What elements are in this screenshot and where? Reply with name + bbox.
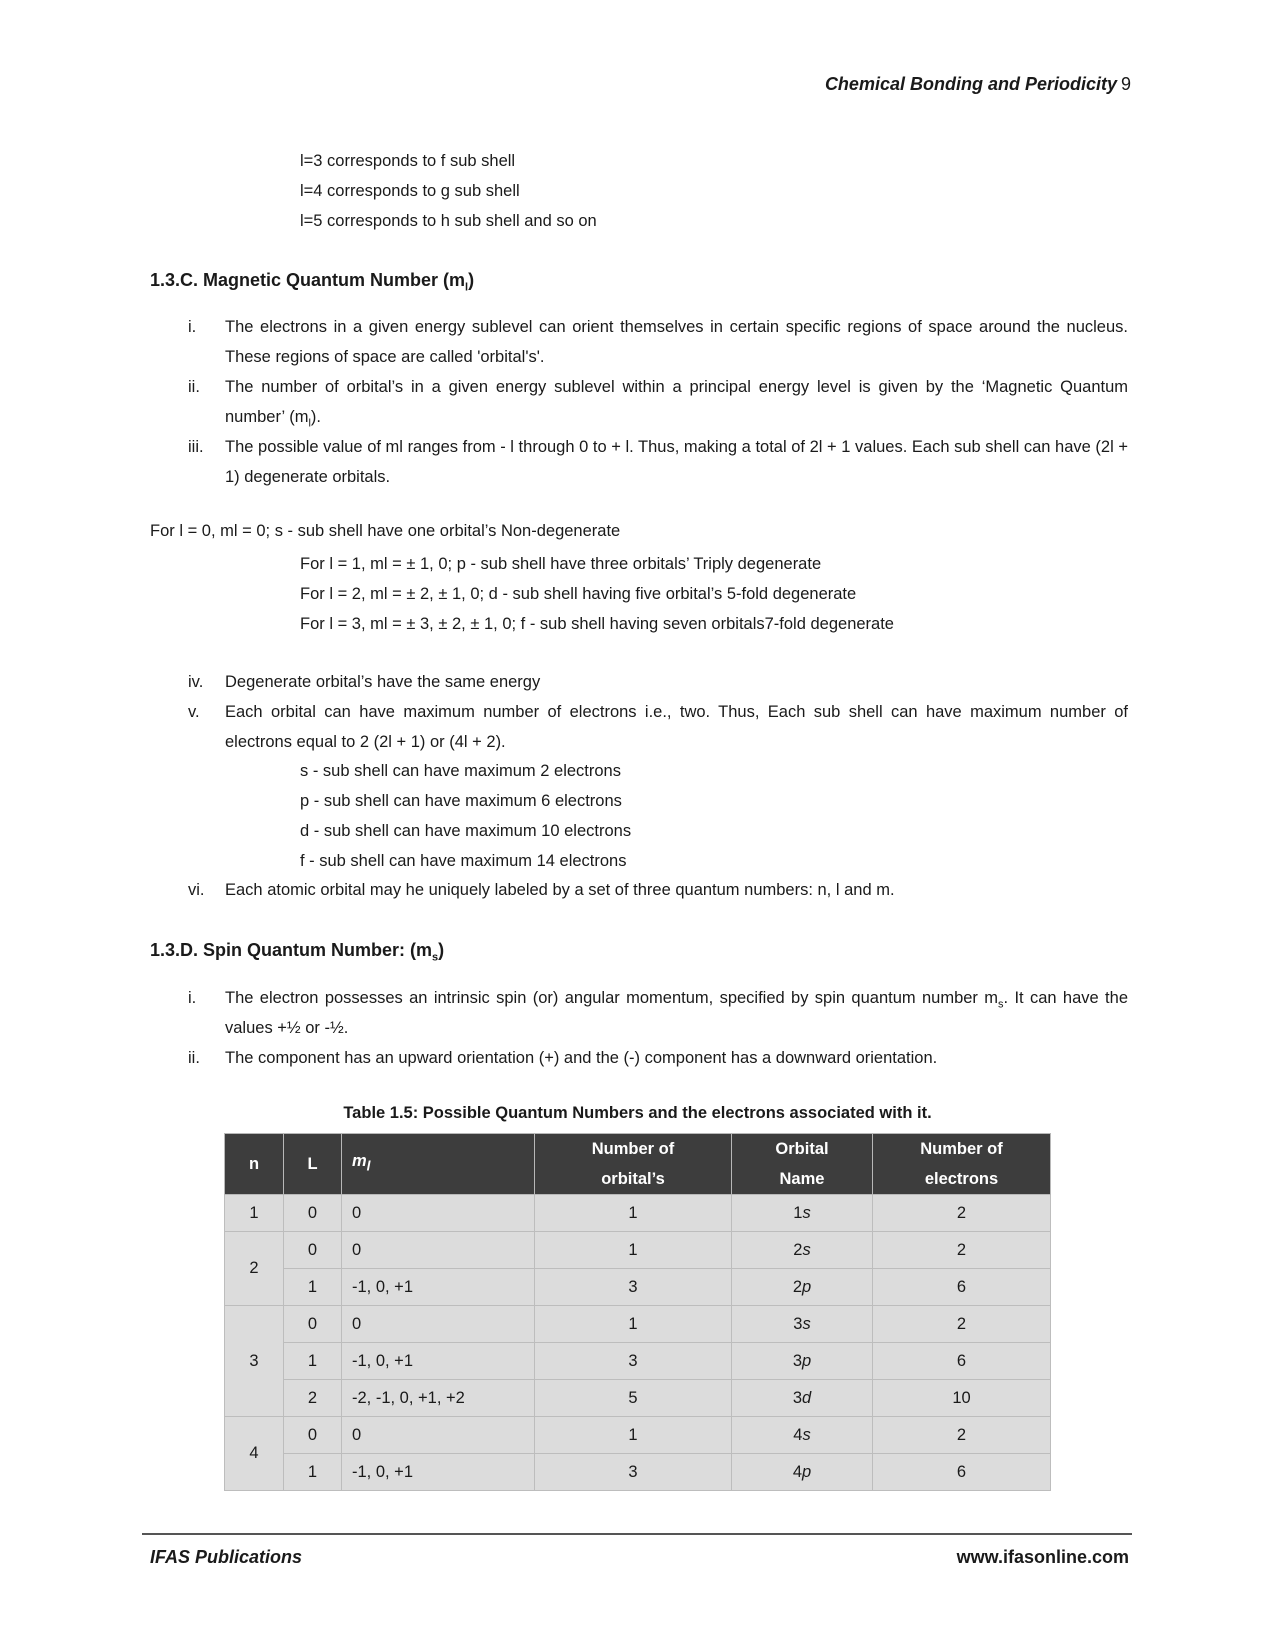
subshell-line: l=4 corresponds to g sub shell <box>300 182 520 200</box>
ml-line: For l = 3, ml = ± 3, ± 2, ± 1, 0; f - sub shell having seven orbitals7-fold degenerate <box>300 615 894 633</box>
cell-n: 1 <box>225 1195 284 1232</box>
header-electrons-line2: electrons <box>924 1170 999 1188</box>
table-row <box>225 1232 1051 1269</box>
orbital-number: 3 <box>792 1351 802 1370</box>
cell-electrons: 6 <box>873 1269 1051 1306</box>
cell-orbitals: 3 <box>535 1343 732 1380</box>
table-row <box>225 1380 1051 1417</box>
list-item <box>150 667 1128 697</box>
cell-electrons: 2 <box>873 1306 1051 1343</box>
cell-L: 2 <box>284 1380 342 1417</box>
running-header-title: Chemical Bonding and Periodicity <box>824 74 1117 94</box>
list-text: The possible value of ml ranges from - l through 0 to + l. Thus, making a total of 2l + 1 values. Each sub shell can have (2l + 1) degenerate orbitals. <box>225 438 1128 486</box>
orbital-number: 4 <box>792 1462 802 1481</box>
cell-orbitals: 3 <box>535 1269 732 1306</box>
header-ml-sub: l <box>366 1158 371 1174</box>
cell-ml: 0 <box>342 1306 535 1343</box>
cell-L: 1 <box>284 1454 342 1491</box>
list-item <box>150 983 1128 1043</box>
table-header-row <box>225 1134 1051 1195</box>
table-row <box>225 1195 1051 1232</box>
table-row <box>225 1269 1051 1306</box>
list-item <box>150 1043 1128 1073</box>
subshell-line: l=5 corresponds to h sub shell and so on <box>300 212 597 230</box>
list-item <box>150 697 1128 757</box>
list-number: i. <box>188 989 197 1007</box>
running-header <box>825 74 1131 95</box>
cell-n: 3 <box>225 1306 284 1417</box>
list-item <box>150 875 1128 905</box>
cell-orbitals: 3 <box>535 1454 732 1491</box>
cell-ml: 0 <box>342 1195 535 1232</box>
ml-degeneracy-list <box>300 549 894 639</box>
cell-L: 1 <box>284 1269 342 1306</box>
header-orbitals <box>535 1134 732 1195</box>
max-electrons-line: d - sub shell can have maximum 10 electrons <box>300 822 632 840</box>
list-text: Each atomic orbital may he uniquely labeled by a set of three quantum numbers: n, l and m. <box>225 881 895 899</box>
list-item <box>150 432 1128 492</box>
section-heading-spin <box>150 940 444 964</box>
orbital-letter: s <box>802 1240 811 1259</box>
footer-divider <box>142 1533 1132 1535</box>
list-tail: . It can have the values +½ or -½. <box>225 989 1128 1037</box>
cell-orbitals: 1 <box>535 1232 732 1269</box>
orbital-letter: p <box>802 1277 812 1296</box>
cell-n: 4 <box>225 1417 284 1491</box>
cell-orbital-name <box>732 1454 873 1491</box>
cell-orbital-name <box>732 1269 873 1306</box>
list-number: vi. <box>188 881 205 899</box>
list-tail: ). <box>310 408 321 426</box>
list-number: i. <box>188 318 197 336</box>
orbital-number: 2 <box>792 1277 802 1296</box>
list-subscript: s <box>998 998 1004 1011</box>
cell-orbital-name <box>732 1380 873 1417</box>
page-number: 9 <box>1120 74 1131 94</box>
cell-ml: -2, -1, 0, +1, +2 <box>342 1380 535 1417</box>
list-subscript: l <box>308 417 311 430</box>
section-heading-text: 1.3.D. Spin Quantum Number: (m <box>150 940 433 960</box>
header-electrons <box>873 1134 1051 1195</box>
cell-electrons: 2 <box>873 1417 1051 1454</box>
subshell-list <box>300 146 597 236</box>
max-electrons-line: s - sub shell can have maximum 2 electrons <box>300 762 621 780</box>
cell-n: 2 <box>225 1232 284 1306</box>
orbital-number: 3 <box>792 1388 802 1407</box>
list-item <box>150 372 1128 432</box>
subshell-line: l=3 corresponds to f sub shell <box>300 152 516 170</box>
list-number: v. <box>188 703 200 721</box>
ml-line: For l = 2, ml = ± 2, ± 1, 0; d - sub shell having five orbital’s 5-fold degenerate <box>300 585 857 603</box>
orbital-number: 3 <box>793 1314 803 1333</box>
orbital-letter: d <box>802 1388 812 1407</box>
list-text: The number of orbital’s in a given energy sublevel within a principal energy level is given by the ‘Magnetic Quantum number’ (m <box>225 378 1128 426</box>
magnetic-list-a <box>150 312 1128 492</box>
table-row <box>225 1343 1051 1380</box>
orbital-number: 4 <box>793 1425 803 1444</box>
header-electrons-line1: Number of <box>920 1140 1003 1158</box>
list-text: Each orbital can have maximum number of electrons i.e., two. Thus, Each sub shell can have maximum number of electrons equal to 2 (2l + 1) or (4l + 2). <box>225 703 1128 751</box>
orbital-letter: p <box>802 1351 812 1370</box>
header-orbitals-line2: orbital’s <box>601 1170 665 1188</box>
section-heading-subscript: s <box>432 951 439 964</box>
cell-orbital-name <box>732 1343 873 1380</box>
ml-line: For l = 1, ml = ± 1, 0; p - sub shell have three orbitals’ Triply degenerate <box>300 555 822 573</box>
cell-L: 0 <box>284 1306 342 1343</box>
list-text: The electron possesses an intrinsic spin (or) angular momentum, specified by spin quantum number m <box>225 989 999 1007</box>
orbital-letter: s <box>802 1314 811 1333</box>
ml-first-line: For l = 0, ml = 0; s - sub shell have one orbital’s Non-degenerate <box>150 522 621 540</box>
header-name-line1: Orbital <box>775 1140 829 1158</box>
orbital-number: 2 <box>793 1240 803 1259</box>
magnetic-list-b <box>150 667 1128 757</box>
cell-ml: -1, 0, +1 <box>342 1343 535 1380</box>
orbital-letter: p <box>802 1462 812 1481</box>
list-text: The component has an upward orientation (+) and the (-) component has a downward orientation. <box>225 1049 938 1067</box>
list-number: iii. <box>188 438 204 456</box>
header-ml <box>342 1134 535 1195</box>
orbital-letter: s <box>802 1203 811 1222</box>
footer-publisher: IFAS Publications <box>150 1547 303 1567</box>
cell-L: 0 <box>284 1417 342 1454</box>
cell-L: 0 <box>284 1195 342 1232</box>
orbital-number: 1 <box>793 1203 803 1222</box>
orbital-letter: s <box>802 1425 811 1444</box>
section-heading-end: ) <box>468 270 475 290</box>
header-name-line2: Name <box>779 1170 825 1188</box>
cell-ml: 0 <box>342 1417 535 1454</box>
header-L: L <box>284 1134 342 1195</box>
section-heading-magnetic <box>150 270 474 294</box>
quantum-numbers-table <box>224 1133 1051 1491</box>
cell-electrons: 10 <box>873 1380 1051 1417</box>
max-electrons-list <box>300 756 631 876</box>
list-text: Degenerate orbital’s have the same energy <box>225 673 541 691</box>
header-orbitals-line1: Number of <box>591 1140 675 1158</box>
cell-L: 1 <box>284 1343 342 1380</box>
header-n: n <box>225 1134 284 1195</box>
section-heading-text: 1.3.C. Magnetic Quantum Number (m <box>150 270 466 290</box>
cell-electrons: 2 <box>873 1195 1051 1232</box>
header-orbital-name <box>732 1134 873 1195</box>
cell-orbitals: 1 <box>535 1195 732 1232</box>
magnetic-list-c <box>150 875 1128 905</box>
list-item <box>150 312 1128 372</box>
cell-ml: -1, 0, +1 <box>342 1269 535 1306</box>
footer-website-link[interactable]: www.ifasonline.com <box>956 1547 1129 1567</box>
list-number: ii. <box>188 1049 200 1067</box>
cell-orbitals: 5 <box>535 1380 732 1417</box>
list-text: The electrons in a given energy sublevel can orient themselves in certain specific regions of space around the nucleus. These regions of space are called 'orbital's'. <box>225 318 1128 366</box>
max-electrons-line: p - sub shell can have maximum 6 electrons <box>300 792 622 810</box>
cell-orbitals: 1 <box>535 1417 732 1454</box>
max-electrons-line: f - sub shell can have maximum 14 electrons <box>300 852 627 870</box>
table-row <box>225 1417 1051 1454</box>
cell-ml: 0 <box>342 1232 535 1269</box>
table-caption: Table 1.5: Possible Quantum Numbers and the electrons associated with it. <box>343 1104 932 1122</box>
list-number: iv. <box>188 673 204 691</box>
cell-ml: -1, 0, +1 <box>342 1454 535 1491</box>
cell-orbital-name <box>732 1195 873 1232</box>
table-row <box>225 1306 1051 1343</box>
table-row <box>225 1454 1051 1491</box>
cell-electrons: 6 <box>873 1343 1051 1380</box>
cell-L: 0 <box>284 1232 342 1269</box>
cell-electrons: 2 <box>873 1232 1051 1269</box>
cell-orbital-name <box>732 1417 873 1454</box>
list-number: ii. <box>188 378 200 396</box>
spin-list <box>150 983 1128 1073</box>
section-heading-end: ) <box>438 940 445 960</box>
cell-electrons: 6 <box>873 1454 1051 1491</box>
cell-orbital-name <box>732 1306 873 1343</box>
cell-orbital-name <box>732 1232 873 1269</box>
section-heading-subscript: l <box>465 281 469 294</box>
cell-orbitals: 1 <box>535 1306 732 1343</box>
header-ml-text: m <box>352 1152 367 1171</box>
